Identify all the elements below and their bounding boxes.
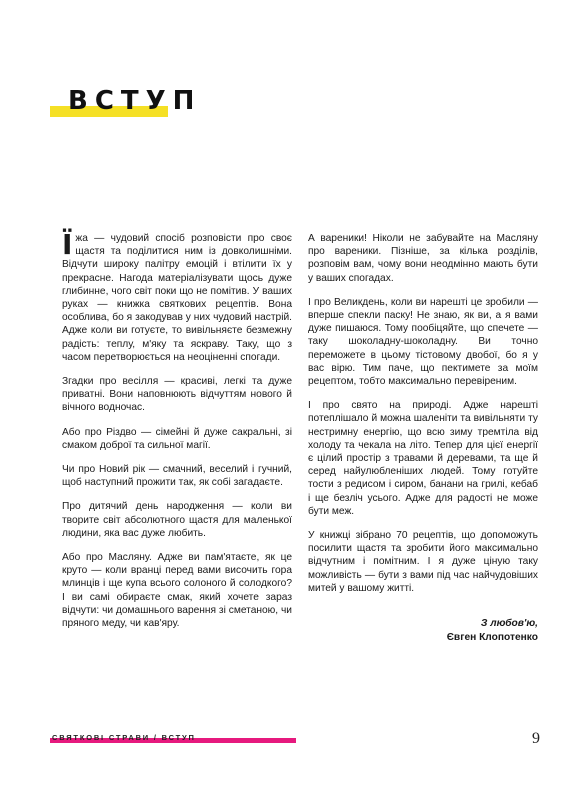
paragraph: Чи про Новий рік — смачний, веселий і гучний, щоб наступний прожити так, як собі загадаєте. bbox=[62, 464, 292, 489]
paragraph: А вареники! Ніколи не забувайте на Масляну про вареники. Пізніше, за кілька розділів, розповім вам, чому вони неодмінно мають бути у ваших спогадах. bbox=[308, 233, 538, 284]
paragraph-text: жа — чудовий спосіб розповісти про своє щастя та поділитися ним із довколишніми. Відчути широку палітру емоцій і втілити їх у прекрасне. Нагода матеріалізувати щось дуже глибинне, чого світ поки що не помітив. У ваших руках — книжка святкових рецептів. Вона особлива, бо я закодував у них чудовий настрій. Адже коли ви готуєте, то вивільняєте безмежну радість: теплу, м'яку та яскраву. Таку, що з часом перетворюється на неоціненні спогади. bbox=[62, 233, 292, 363]
page-title: ВСТУП bbox=[68, 86, 202, 116]
page-number: 9 bbox=[532, 730, 540, 747]
paragraph: Або про Різдво — сімейні й дуже сакральні, зі смаком доброї та сильної магії. bbox=[62, 426, 292, 451]
signature bbox=[308, 617, 538, 645]
paragraph: Про дитячий день народження — коли ви творите світ абсолютного щастя для маленької людини, яка вас дуже любить. bbox=[62, 501, 292, 539]
footer-section-label: СВЯТКОВІ СТРАВИ / ВСТУП bbox=[52, 733, 196, 742]
right-column bbox=[308, 232, 538, 645]
paragraph bbox=[62, 228, 292, 364]
paragraph: У книжці зібрано 70 рецептів, що допоможуть посилити щастя та зробити його максимально відчутним і помітним. І я дуже ціную таку можливість — бути з вами під час найчудовіших митей у вашому житті. bbox=[308, 530, 538, 594]
paragraph: І про свято на природі. Адже нарешті потеплішало й можна шаленіти та вивільняти ту нестримну енергію, що всю зиму тремтіла від холоду та чекала на літо. Тепер для цієї енергії є цілий простір з травами й деревами, та ще й серед найулюбленіших людей. Тому готуйте тости з редисом і сиром, банани на грилі, кебаб і ще безліч усього. Адже для радості не може бути меж. bbox=[308, 400, 538, 517]
signature-author: Євген Клопотенко bbox=[446, 632, 538, 644]
paragraph: Або про Масляну. Адже ви пам'ятаєте, як це круто — коли вранці перед вами височить гора млинців і ще купа всього солоного й солодкого? І ви самі обираєте смак, який хочете зараз відчути: чи домашнього варення зі сметаною, чи пряного меду, чи кав'яру. bbox=[62, 552, 292, 630]
signature-greeting: З любов'ю, bbox=[480, 618, 538, 630]
paragraph: Згадки про весілля — красиві, легкі та дуже приватні. Вони наповнюють відчуттям нового й вічного водночас. bbox=[62, 376, 292, 414]
body-columns bbox=[62, 228, 538, 645]
paragraph: І про Великдень, коли ви нарешті це зробили — вперше спекли паску! Не знаю, як ви, а я вами дуже пишаюся. Тому пообіцяйте, що спечете — таку шоколадну-шоколадну. Ви точно переможете в цьому тістовому двобої, бо я у вас вірю. Тим паче, що пектимете за моїм рецептом, тобто максимально перевіреним. bbox=[308, 296, 538, 388]
heading-block bbox=[50, 80, 230, 124]
drop-cap: Ї bbox=[62, 228, 73, 261]
left-column bbox=[62, 228, 292, 645]
